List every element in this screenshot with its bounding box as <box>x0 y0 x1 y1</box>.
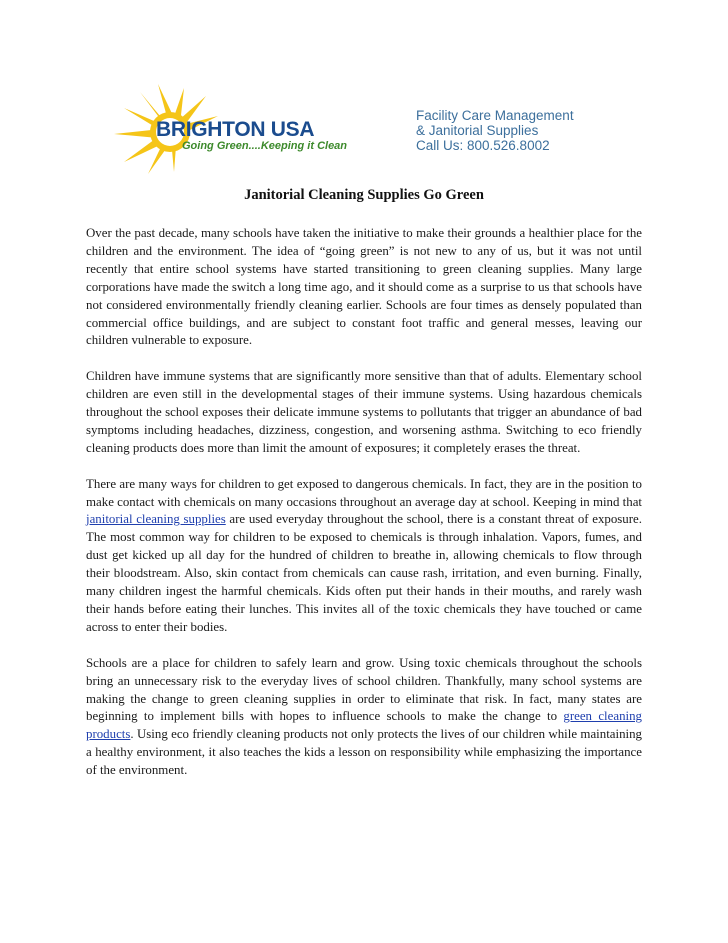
brand-name: BRIGHTON USA <box>156 118 315 141</box>
paragraph-3-text-a: There are many ways for children to get exposed to dangerous chemicals. In fact, they are in the position to make contact with chemicals on many occasions throughout an average day at school. Keeping in mind that <box>86 476 642 509</box>
paragraph-4-text-a: Schools are a place for children to safely learn and grow. Using toxic chemicals throughout the schools bring an unnecessary risk to the everyday lives of school children. Thankfully, many school systems are making the change to green cleaning supplies in order to eliminate that risk. In fact, many states are beginning to implement bills with hopes to influence schools to make the change to <box>86 655 642 724</box>
contact-supplies: & Janitorial Supplies <box>416 123 539 138</box>
brand-tagline: Going Green....Keeping it Clean <box>182 140 348 152</box>
article-title: Janitorial Cleaning Supplies Go Green <box>244 187 484 203</box>
contact-phone: Call Us: 800.526.8002 <box>416 138 550 153</box>
contact-service: Facility Care Management <box>416 108 574 123</box>
paragraph-3 <box>86 476 642 637</box>
paragraph-4 <box>86 655 642 780</box>
janitorial-supplies-link[interactable]: janitorial cleaning supplies <box>86 512 226 527</box>
article-body <box>86 225 642 798</box>
paragraph-4-text-b: . Using eco friendly cleaning products not only protects the lives of our children while maintaining a healthy environment, it also teaches the kids a lesson on responsibility while emphasizing the importance of the environment. <box>86 727 642 778</box>
paragraph-3-text-b: are used everyday throughout the school, there is a constant threat of exposure. The most common way for children to be exposed to chemicals is through inhalation. Vapors, fumes, and dust get kicked up all day for the hundred of children to breathe in, allowing chemicals to flow through their bloodstream. Also, skin contact from chemicals can cause rash, irritation, and even burning. Finally, many children ingest the harmful chemicals. Kids often put their hands in their mouths, and rarely wash their hands before eating their lunches. This invites all of the toxic chemicals they have touched or came across to enter their bodies. <box>86 512 642 634</box>
contact-block <box>416 108 574 153</box>
paragraph-1: Over the past decade, many schools have taken the initiative to make their grounds a healthier place for the children and the environment. The idea of “going green” is not new to any of us, but it was not until recently that entire school systems have started transitioning to green cleaning supplies. Many large corporations have made the switch a long time ago, and it should come as a surprise to us that schools have not considered environmentally friendly cleaning earlier. Schools are four times as densely populated than commercial office buildings, and are subject to constant foot traffic and general messes, leaving our children vulnerable to exposure. <box>86 226 642 348</box>
paragraph-2: Children have immune systems that are significantly more sensitive than that of adults. Elementary school children are even still in the developmental stages of their immune systems. Using hazardous chemicals throughout the school exposes their delicate immune systems to pollutants that trigger an abundance of bad symptoms including headaches, dizziness, congestion, and worsening asthma. Switching to eco friendly cleaning products does more than limit the amount of exposures; it completely erases the threat. <box>86 369 642 455</box>
green-products-link[interactable]: green cleaning products <box>86 709 642 742</box>
letterhead <box>110 82 610 174</box>
